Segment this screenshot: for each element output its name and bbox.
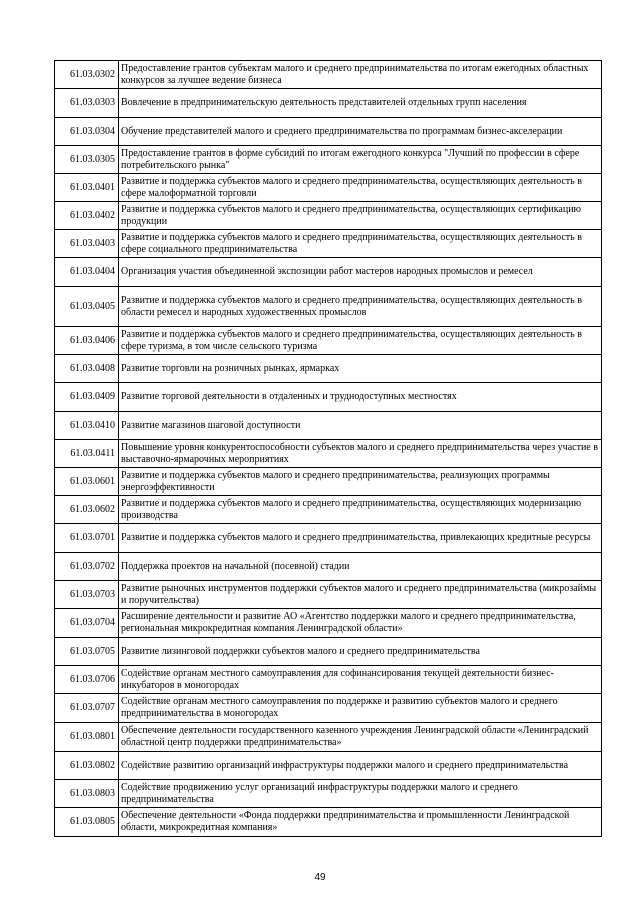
table-row xyxy=(55,61,602,89)
row-code: 61.03.0405 xyxy=(55,287,119,327)
row-name: Вовлечение в предпринимательскую деятельность представителей отдельных групп населения xyxy=(119,89,602,118)
row-name: Развитие магазинов шаговой доступности xyxy=(119,412,602,440)
row-code: 61.03.0701 xyxy=(55,524,119,553)
row-code: 61.03.0705 xyxy=(55,638,119,666)
table-row xyxy=(55,808,602,837)
table-row xyxy=(55,638,602,666)
row-code: 61.03.0402 xyxy=(55,202,119,230)
row-name: Расширение деятельности и развитие АО «Агентство поддержки малого и среднего предпринимательства, региональная микрокредитная компания Ленинградской области» xyxy=(119,609,602,638)
table-row xyxy=(55,496,602,524)
table-row xyxy=(55,202,602,230)
row-name: Обеспечение деятельности государственного казенного учреждения Ленинградской области «Ленинградский областной центр поддержки предпринимательства» xyxy=(119,723,602,752)
row-name: Организация участия объединенной экспозиции работ мастеров народных промыслов и ремесел xyxy=(119,258,602,287)
row-name: Развитие торговли на розничных рынках, ярмарках xyxy=(119,355,602,383)
row-code: 61.03.0409 xyxy=(55,383,119,412)
table-row xyxy=(55,553,602,581)
row-code: 61.03.0706 xyxy=(55,666,119,694)
table-row xyxy=(55,89,602,118)
row-name: Обучение представителей малого и среднего предпринимательства по программам бизнес-акселерации xyxy=(119,118,602,146)
row-name: Предоставление грантов в форме субсидий по итогам ежегодного конкурса "Лучший по профессии в сфере потребительского рынка" xyxy=(119,146,602,174)
row-name: Содействие органам местного самоуправления для софинансирования текущей деятельности бизнес-инкубаторов в моногородах xyxy=(119,666,602,694)
row-code: 61.03.0801 xyxy=(55,723,119,752)
table-row xyxy=(55,355,602,383)
row-name: Содействие органам местного самоуправления по поддержке и развитию субъектов малого и среднего предпринимательства в моногородах xyxy=(119,694,602,723)
row-code: 61.03.0403 xyxy=(55,230,119,258)
row-code: 61.03.0404 xyxy=(55,258,119,287)
row-code: 61.03.0408 xyxy=(55,355,119,383)
row-name: Предоставление грантов субъектам малого и среднего предпринимательства по итогам ежегодных областных конкурсов за лучшее ведение бизнеса xyxy=(119,61,602,89)
row-code: 61.03.0401 xyxy=(55,174,119,202)
table-body xyxy=(55,61,602,837)
table-row xyxy=(55,609,602,638)
table-row xyxy=(55,327,602,355)
row-code: 61.03.0304 xyxy=(55,118,119,146)
row-name: Развитие и поддержка субъектов малого и среднего предпринимательства, осуществляющих модернизацию производства xyxy=(119,496,602,524)
table-row xyxy=(55,723,602,752)
row-name: Развитие рыночных инструментов поддержки субъектов малого и среднего предпринимательства (микрозаймы и поручительства) xyxy=(119,581,602,609)
row-name: Развитие и поддержка субъектов малого и среднего предпринимательства, реализующих программы энергоэффективности xyxy=(119,468,602,496)
row-code: 61.03.0702 xyxy=(55,553,119,581)
row-code: 61.03.0704 xyxy=(55,609,119,638)
table-row xyxy=(55,752,602,780)
row-code: 61.03.0803 xyxy=(55,780,119,808)
row-name: Развитие и поддержка субъектов малого и среднего предпринимательства, осуществляющих деятельность в сфере малоформатной торговли xyxy=(119,174,602,202)
table-row xyxy=(55,780,602,808)
row-code: 61.03.0411 xyxy=(55,440,119,468)
row-name: Развитие и поддержка субъектов малого и среднего предпринимательства, осуществляющих деятельность в сфере туризма, в том числе сельского туризма xyxy=(119,327,602,355)
table-row xyxy=(55,146,602,174)
row-code: 61.03.0805 xyxy=(55,808,119,837)
row-name: Содействие развитию организаций инфраструктуры поддержки малого и среднего предпринимательства xyxy=(119,752,602,780)
table-row xyxy=(55,694,602,723)
row-name: Обеспечение деятельности «Фонда поддержки предпринимательства и промышленности Ленинградской области, микрокредитная компания» xyxy=(119,808,602,837)
row-name: Повышение уровня конкурентоспособности субъектов малого и среднего предпринимательства через участие в выставочно-ярмарочных мероприятиях xyxy=(119,440,602,468)
row-name: Развитие и поддержка субъектов малого и среднего предпринимательства, привлекающих кредитные ресурсы xyxy=(119,524,602,553)
row-name: Развитие лизинговой поддержки субъектов малого и среднего предпринимательства xyxy=(119,638,602,666)
row-code: 61.03.0406 xyxy=(55,327,119,355)
row-code: 61.03.0602 xyxy=(55,496,119,524)
table-row xyxy=(55,666,602,694)
row-name: Содействие продвижению услуг организаций инфраструктуры поддержки малого и среднего предпринимательства xyxy=(119,780,602,808)
row-code: 61.03.0302 xyxy=(55,61,119,89)
row-code: 61.03.0305 xyxy=(55,146,119,174)
row-code: 61.03.0601 xyxy=(55,468,119,496)
table-row xyxy=(55,581,602,609)
table-row xyxy=(55,287,602,327)
table-row xyxy=(55,230,602,258)
row-name: Развитие и поддержка субъектов малого и среднего предпринимательства, осуществляющих сертификацию продукции xyxy=(119,202,602,230)
page-number: 49 xyxy=(314,872,326,883)
row-name: Развитие и поддержка субъектов малого и среднего предпринимательства, осуществляющих деятельность в области ремесел и народных художественных промыслов xyxy=(119,287,602,327)
table-row xyxy=(55,440,602,468)
table-row xyxy=(55,258,602,287)
row-code: 61.03.0802 xyxy=(55,752,119,780)
row-code: 61.03.0703 xyxy=(55,581,119,609)
table-row xyxy=(55,118,602,146)
row-name: Поддержка проектов на начальной (посевной) стадии xyxy=(119,553,602,581)
row-code: 61.03.0303 xyxy=(55,89,119,118)
budget-classification-table xyxy=(54,60,602,837)
table-row xyxy=(55,524,602,553)
row-name: Развитие и поддержка субъектов малого и среднего предпринимательства, осуществляющих деятельность в сфере социального предпринимательства xyxy=(119,230,602,258)
row-code: 61.03.0410 xyxy=(55,412,119,440)
table-row xyxy=(55,468,602,496)
table-row xyxy=(55,174,602,202)
table-row xyxy=(55,383,602,412)
row-name: Развитие торговой деятельности в отдаленных и труднодоступных местностях xyxy=(119,383,602,412)
table-row xyxy=(55,412,602,440)
row-code: 61.03.0707 xyxy=(55,694,119,723)
